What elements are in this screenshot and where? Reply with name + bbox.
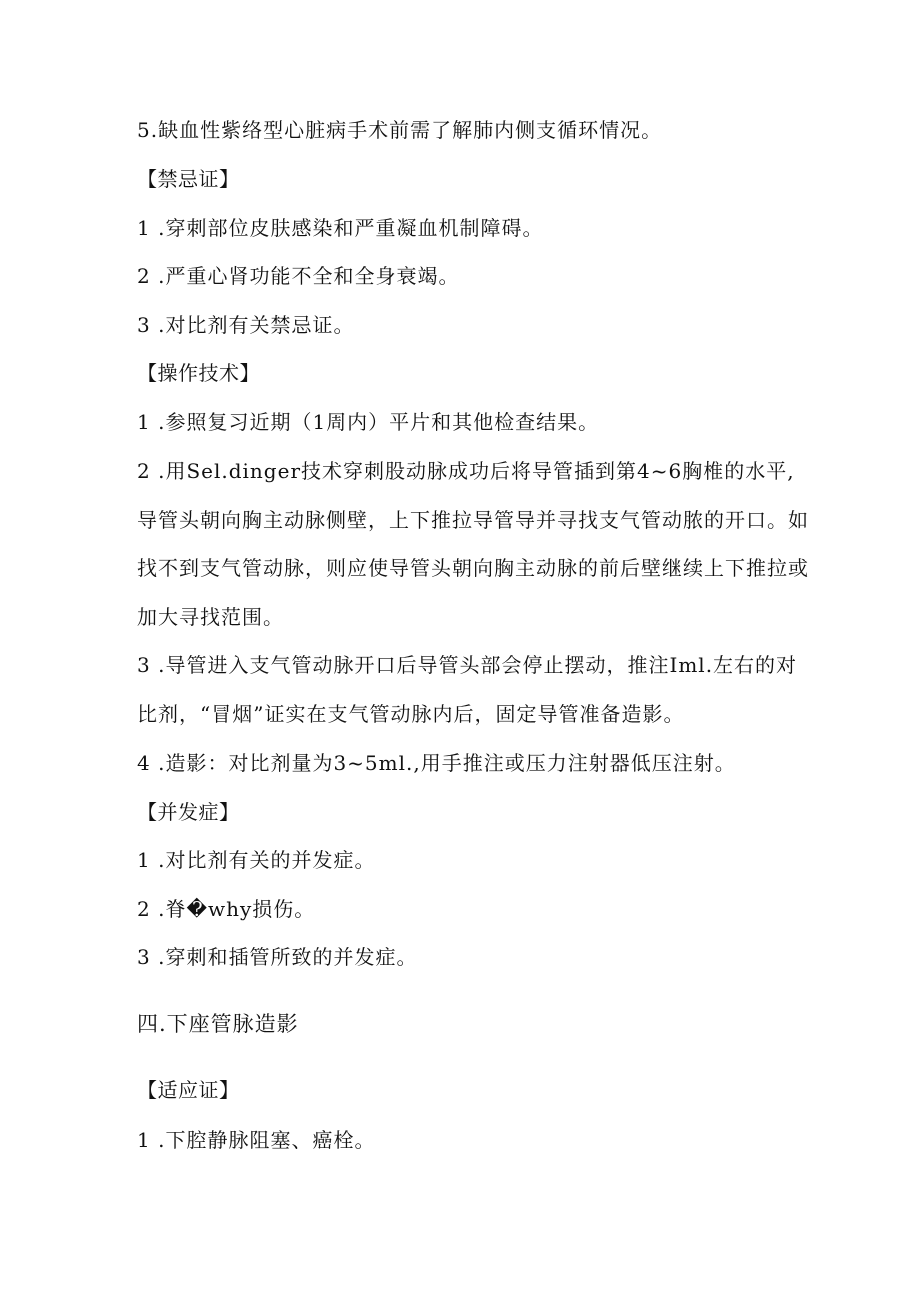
- section-title: 四.下座管脉造影: [137, 1012, 299, 1036]
- text-line-21: 1 .下腔静脉阻塞、癌栓。: [137, 1128, 376, 1152]
- text-line-1: 5.缺血性紫络型心脏病手术前需了解肺内侧支循环情况。: [137, 118, 663, 142]
- text-line-9: 导管头朝向胸主动脉侧壁，上下推拉导管导并寻找支气管动脓的开口。如: [137, 508, 809, 532]
- text-line-14: 4 .造影：对比剂量为3~5ml.,用手推注或压力注射器低压注射。: [137, 751, 736, 775]
- text-line-7: 1 .参照复习近期（1周内）平片和其他检查结果。: [137, 410, 600, 434]
- text-line-11: 加大寻找范围。: [137, 605, 284, 629]
- text-line-8: 2 .用Sel.dinger技术穿刺股动脉成功后将导管插到第4~6胸椎的水平,: [137, 459, 795, 483]
- heading-complications: 【并发症】: [137, 800, 240, 824]
- heading-operation-technique: 【操作技术】: [137, 361, 260, 385]
- text-line-10: 找不到支气管动脉，则应使导管头朝向胸主动脉的前后壁继续上下推拉或: [137, 556, 809, 580]
- text-line-3: 1 .穿刺部位皮肤感染和严重凝血机制障碍。: [137, 216, 544, 240]
- text-line-4: 2 .严重心肾功能不全和全身衰竭。: [137, 264, 460, 288]
- text-line-16: 1 .对比剂有关的并发症。: [137, 848, 376, 872]
- heading-indications: 【适应证】: [137, 1078, 240, 1102]
- text-line-17: 2 .脊�why损伤。: [137, 897, 316, 921]
- text-line-12: 3 .导管进入支气管动脉开口后导管头部会停止摆动，推注Iml.左右的对: [137, 653, 798, 677]
- text-line-13: 比剂，“冒烟”证实在支气管动脉内后，固定导管准备造影。: [137, 702, 685, 726]
- text-line-18: 3 .穿刺和插管所致的并发症。: [137, 945, 418, 969]
- heading-contraindications: 【禁忌证】: [137, 167, 240, 191]
- text-line-5: 3 .对比剂有关禁忌证。: [137, 313, 355, 337]
